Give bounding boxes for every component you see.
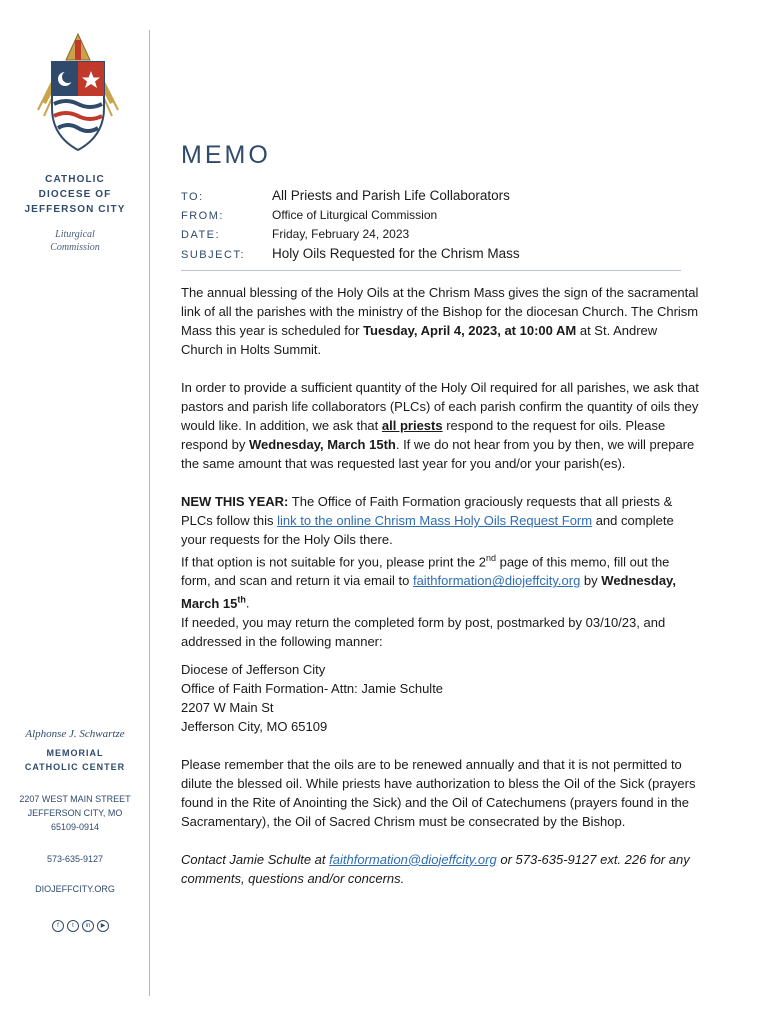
paragraph-print-option: If that option is not suitable for you, please print the 2nd page of this memo, fill out the form, and scan and return it via email to faithformation@diojeffcity.org by Wednesday, March 15th. — [181, 553, 676, 611]
subject-value: Holy Oils Requested for the Chrism Mass — [272, 246, 520, 261]
phone-number: 573-635-9127 — [46, 854, 104, 864]
paragraph-post-option: If needed, you may return the completed form by post, postmarked by 03/10/23, and addressed in the following manner: — [181, 614, 666, 649]
social-icons — [52, 920, 109, 932]
diocese-name: CATHOLIC DIOCESE OF JEFFERSON CITY — [24, 174, 126, 215]
subject-label: SUBJECT: — [181, 249, 245, 261]
from-value: Office of Liturgical Commission — [272, 208, 438, 222]
to-label: TO: — [181, 191, 204, 203]
email-link[interactable]: faithformation@diojeffcity.org — [412, 573, 581, 589]
mailing-address: 2207 WEST MAIN STREET JEFFERSON CITY, MO 65109-0914 — [19, 794, 131, 832]
memo-title: MEMO — [181, 141, 271, 169]
department-name: Liturgical Commission — [50, 229, 100, 253]
memo-body — [181, 283, 701, 907]
youtube-icon[interactable]: ▶ — [97, 920, 109, 932]
letterhead-sidebar — [0, 0, 150, 1024]
diocese-crest-icon — [36, 30, 120, 154]
subject-row — [181, 246, 701, 261]
paragraph-contact: Contact Jamie Schulte at faithformation@diojeffcity.org or 573-635-9127 ext. 226 for any comments, questions and/or concerns. — [181, 851, 690, 886]
from-row — [181, 208, 701, 222]
paragraph-request: In order to provide a sufficient quantity of the Holy Oil required for all parishes, we ask that pastors and parish life collaborators (PLCs) of each parish confirm the quantity of oils they would like. In addition, we ask that all priests respond to the request for oils. Please respond by Wednesday, March 15th. If we do not hear from you by then, we will prepare the same amount that was requested last year for you and/or your parish(es). — [181, 380, 699, 471]
contact-email-link[interactable]: faithformation@diojeffcity.org — [329, 851, 497, 867]
date-value: Friday, February 24, 2023 — [272, 227, 410, 241]
paragraph-chrism-mass: The annual blessing of the Holy Oils at the Chrism Mass gives the sign of the sacramental link of all the parishes with the ministry of the Bishop for the diocesan Church. The Chrism Mass this year is scheduled for Tuesday, April 4, 2023, at 10:00 AM at St. Andrew Church in Holts Summit. — [181, 285, 699, 357]
center-subtitle: MEMORIAL CATHOLIC CENTER — [24, 748, 126, 772]
facebook-icon[interactable]: f — [52, 920, 64, 932]
date-row — [181, 227, 701, 241]
website-link[interactable]: DIOJEFFCITY.ORG — [35, 884, 115, 894]
to-row — [181, 188, 701, 203]
twitter-icon[interactable]: t — [67, 920, 79, 932]
center-name: Alphonse J. Schwartze — [25, 728, 125, 740]
return-address: Diocese of Jefferson City Office of Faith Formation- Attn: Jamie Schulte 2207 W Main St Jefferson City, MO 65109 — [181, 661, 444, 734]
request-form-link[interactable]: link to the online Chrism Mass Holy Oils Request Form — [277, 513, 593, 528]
from-label: FROM: — [181, 210, 224, 222]
date-label: DATE: — [181, 229, 221, 241]
to-value: All Priests and Parish Life Collaborators — [272, 188, 510, 203]
sidebar-divider — [149, 30, 150, 996]
header-rule — [181, 270, 681, 271]
paragraph-oils-reminder: Please remember that the oils are to be renewed annually and that it is not permitted to dilute the blessed oil. While priests have authorization to bless the Oil of the Sick (prayers found in the Rite of Anointing the Sick) and the Oil of Catechumens (prayers found in the Sacramentary), the Oil of Sacred Chrism must be consecrated by the Bishop. — [181, 756, 696, 829]
paragraph-new-this-year: NEW THIS YEAR: The Office of Faith Formation graciously requests that all priests & PLCs follow this link to the online Chrism Mass Holy Oils Request Form and complete your requests for the Holy Oils there. — [181, 494, 674, 547]
linkedin-icon[interactable]: in — [82, 920, 94, 932]
